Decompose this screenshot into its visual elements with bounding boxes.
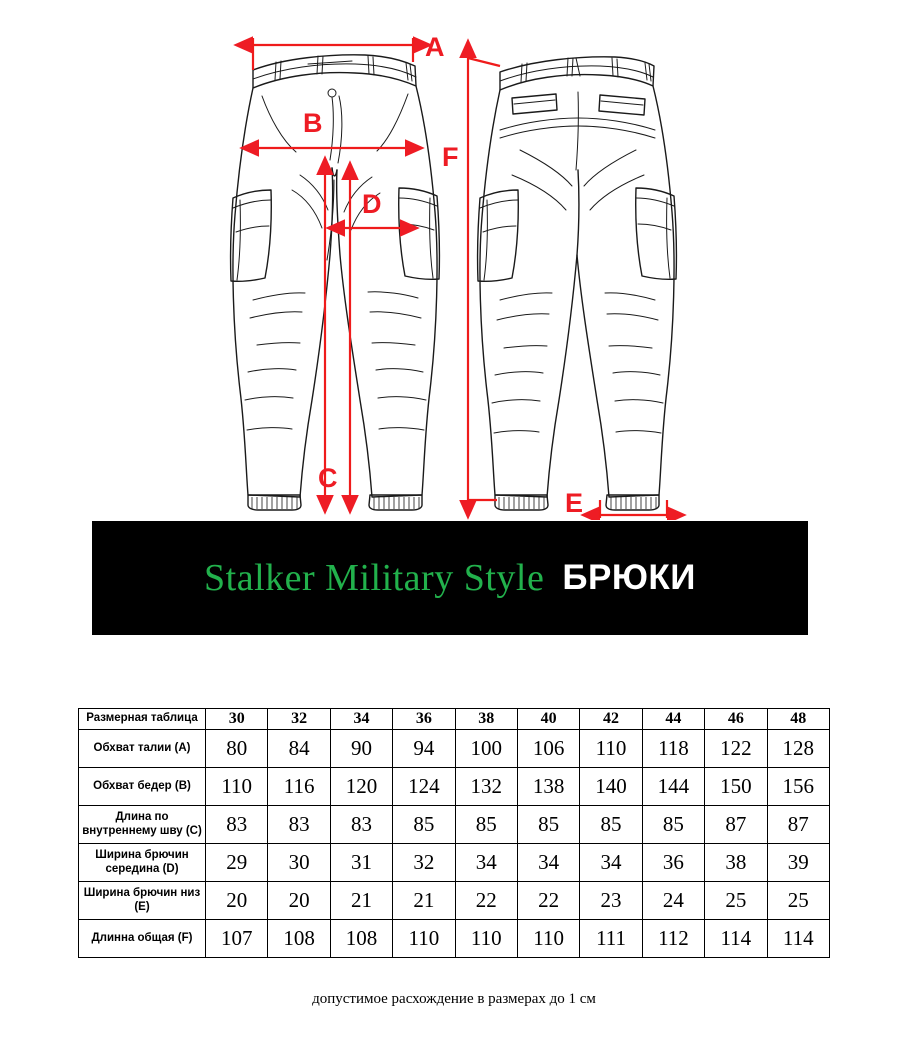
row-label: Длина по внутреннему шву (C) [79, 806, 206, 844]
table-cell: 94 [393, 730, 455, 768]
table-cell: 85 [517, 806, 579, 844]
table-cell: 25 [705, 882, 767, 920]
table-row [79, 730, 830, 768]
table-cell: 30 [268, 844, 330, 882]
table-row [79, 768, 830, 806]
table-cell: 83 [268, 806, 330, 844]
row-label: Ширина брючин низ (E) [79, 882, 206, 920]
dimension-label-f: F [442, 142, 459, 172]
table-cell: 110 [517, 920, 579, 958]
pants-diagram [0, 0, 900, 520]
table-cell: 114 [767, 920, 829, 958]
table-cell: 36 [642, 844, 704, 882]
row-label: Длинна общая (F) [79, 920, 206, 958]
table-cell: 128 [767, 730, 829, 768]
size-table-wrapper [78, 708, 830, 1007]
table-cell: 34 [580, 844, 642, 882]
dimension-label-e: E [565, 488, 584, 518]
table-cell: 108 [330, 920, 392, 958]
table-cell: 150 [705, 768, 767, 806]
brand-banner [92, 521, 808, 635]
row-label: Ширина брючин середина (D) [79, 844, 206, 882]
table-cell: 34 [517, 844, 579, 882]
table-cell: 124 [393, 768, 455, 806]
table-cell: 111 [580, 920, 642, 958]
table-header-cell: 34 [330, 709, 392, 730]
table-cell: 25 [767, 882, 829, 920]
table-header-cell: 30 [206, 709, 268, 730]
table-cell: 84 [268, 730, 330, 768]
dimension-lines [253, 32, 667, 518]
table-cell: 118 [642, 730, 704, 768]
table-cell: 144 [642, 768, 704, 806]
table-row [79, 882, 830, 920]
table-header-cell: Размерная таблица [79, 709, 206, 730]
table-cell: 87 [705, 806, 767, 844]
table-cell: 106 [517, 730, 579, 768]
table-cell: 110 [393, 920, 455, 958]
tolerance-note: допустимое расхождение в размерах до 1 см [312, 991, 596, 1007]
table-header-cell: 44 [642, 709, 704, 730]
table-cell: 32 [393, 844, 455, 882]
dimension-label-b: B [303, 108, 323, 138]
table-header-cell: 36 [393, 709, 455, 730]
table-header-cell: 46 [705, 709, 767, 730]
table-header-cell: 38 [455, 709, 517, 730]
table-cell: 21 [393, 882, 455, 920]
row-label: Обхват бедер (B) [79, 768, 206, 806]
pants-back-view [478, 57, 677, 510]
table-header-cell: 42 [580, 709, 642, 730]
table-cell: 20 [268, 882, 330, 920]
table-header-cell: 48 [767, 709, 829, 730]
table-cell: 20 [206, 882, 268, 920]
table-cell: 140 [580, 768, 642, 806]
table-cell: 85 [580, 806, 642, 844]
table-cell: 114 [705, 920, 767, 958]
table-header-cell: 40 [517, 709, 579, 730]
product-type-label: БРЮКИ [562, 558, 696, 597]
table-row [79, 920, 830, 958]
row-label: Обхват талии (A) [79, 730, 206, 768]
table-cell: 39 [767, 844, 829, 882]
table-row [79, 806, 830, 844]
table-cell: 110 [580, 730, 642, 768]
table-cell: 34 [455, 844, 517, 882]
table-cell: 38 [705, 844, 767, 882]
pants-front-view [231, 55, 440, 510]
table-cell: 31 [330, 844, 392, 882]
table-cell: 110 [206, 768, 268, 806]
table-row [79, 844, 830, 882]
table-header-row [79, 709, 830, 730]
table-cell: 22 [455, 882, 517, 920]
table-cell: 120 [330, 768, 392, 806]
table-cell: 22 [517, 882, 579, 920]
table-cell: 29 [206, 844, 268, 882]
table-cell: 100 [455, 730, 517, 768]
table-cell: 23 [580, 882, 642, 920]
table-cell: 85 [455, 806, 517, 844]
table-cell: 87 [767, 806, 829, 844]
dimension-label-a: A [425, 32, 445, 62]
table-cell: 116 [268, 768, 330, 806]
table-cell: 108 [268, 920, 330, 958]
table-cell: 83 [206, 806, 268, 844]
table-cell: 85 [642, 806, 704, 844]
table-cell: 83 [330, 806, 392, 844]
table-cell: 80 [206, 730, 268, 768]
dimension-label-d: D [362, 189, 382, 219]
table-cell: 112 [642, 920, 704, 958]
table-cell: 132 [455, 768, 517, 806]
table-cell: 122 [705, 730, 767, 768]
table-header-cell: 32 [268, 709, 330, 730]
table-cell: 21 [330, 882, 392, 920]
table-cell: 24 [642, 882, 704, 920]
size-table [78, 708, 830, 958]
table-cell: 110 [455, 920, 517, 958]
brand-title: Stalker Military Style [204, 557, 545, 599]
dimension-label-c: C [318, 463, 338, 493]
table-cell: 107 [206, 920, 268, 958]
table-cell: 138 [517, 768, 579, 806]
table-cell: 85 [393, 806, 455, 844]
table-cell: 156 [767, 768, 829, 806]
table-cell: 90 [330, 730, 392, 768]
